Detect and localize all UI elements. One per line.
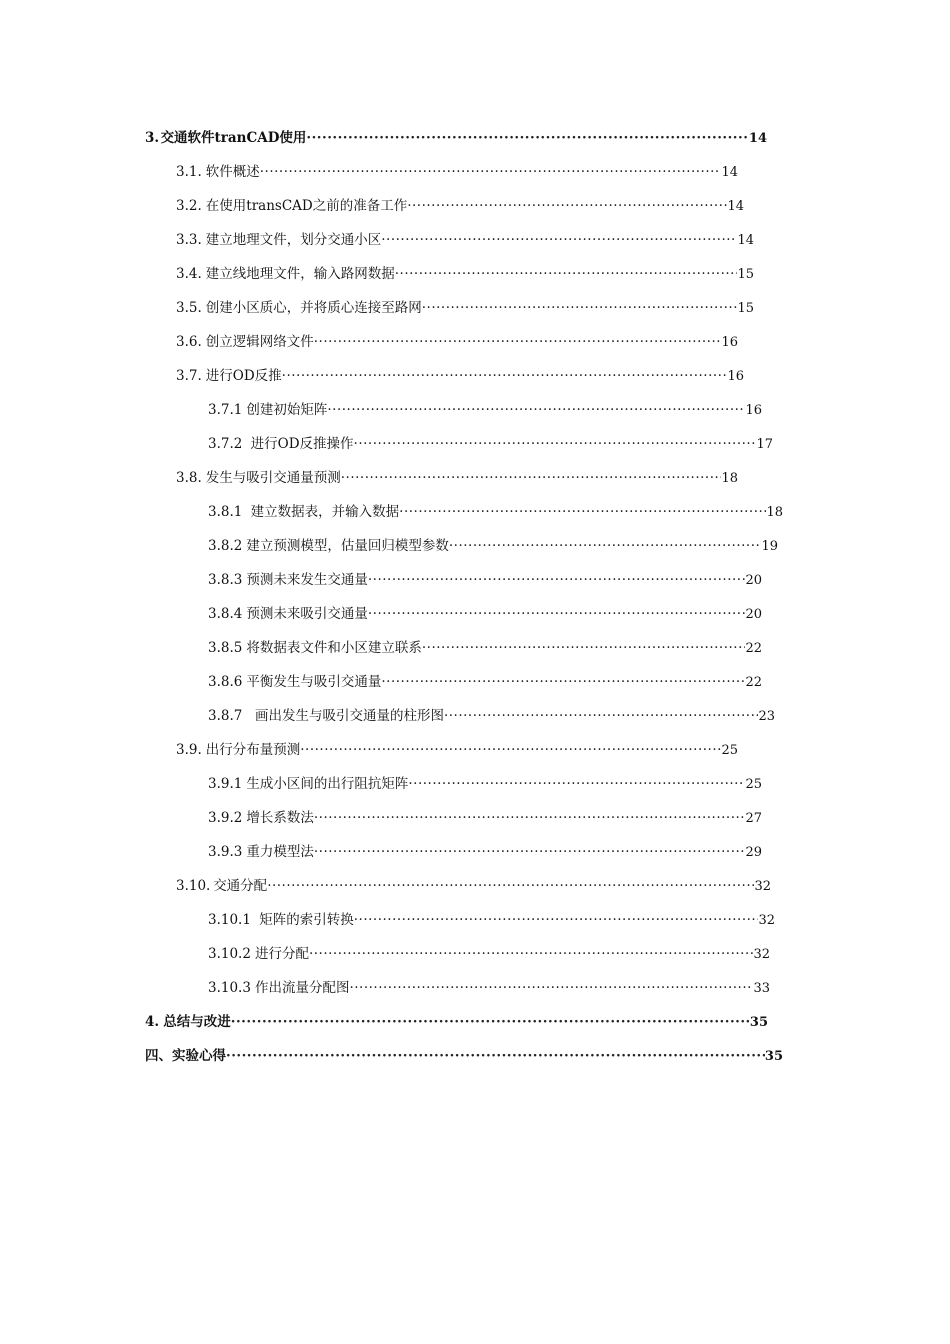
toc-entry-title: 进行OD反推 — [205, 368, 282, 384]
toc-entry-title: 创建初始矩阵 — [246, 402, 328, 418]
toc-entry[interactable] — [208, 570, 762, 590]
toc-entry[interactable] — [208, 672, 762, 692]
dot-leader — [381, 672, 745, 692]
toc-entry-title: 建立数据表，并输入数据 — [246, 504, 400, 520]
toc-entry-title: 发生与吸引交通量预测 — [205, 470, 341, 486]
toc-entry[interactable] — [176, 264, 754, 284]
toc-entry-page-number: 19 — [761, 539, 778, 554]
toc-entry[interactable] — [145, 128, 767, 148]
toc-entry[interactable] — [176, 332, 738, 352]
toc-entry-title: 出行分布量预测 — [205, 742, 301, 758]
toc-entry[interactable] — [208, 910, 775, 930]
toc-entry[interactable] — [208, 808, 762, 828]
toc-entry-page-number: 18 — [721, 471, 738, 486]
toc-entry-title: 预测未来吸引交通量 — [246, 606, 368, 622]
toc-entry-page-number: 16 — [745, 403, 762, 418]
toc-entry-title: 交通分配 — [213, 878, 268, 894]
dot-leader — [354, 910, 759, 930]
toc-entry-title: 预测未来发生交通量 — [246, 572, 368, 588]
toc-entry[interactable] — [145, 1012, 768, 1032]
dot-leader — [354, 434, 757, 454]
toc-entry-number: 3.10.3 — [208, 980, 251, 996]
toc-entry-page-number: 18 — [766, 505, 783, 520]
toc-entry[interactable] — [208, 604, 762, 624]
toc-entry-title: 重力模型法 — [246, 844, 314, 860]
toc-entry-number: 3.10.1 — [208, 912, 251, 928]
toc-entry-number: 3.9.2 — [208, 810, 243, 826]
toc-entry[interactable] — [208, 400, 762, 420]
toc-entry-page-number: 14 — [737, 233, 754, 248]
toc-entry[interactable] — [208, 774, 762, 794]
toc-entry-number: 3.9.3 — [208, 844, 243, 860]
toc-entry-number: 3.3. — [176, 232, 202, 248]
toc-entry-page-number: 22 — [745, 641, 762, 656]
toc-entry-page-number: 15 — [737, 301, 754, 316]
toc-entry-number: 3.7.2 — [208, 436, 243, 452]
toc-entry-number: 3.7. — [176, 368, 202, 384]
dot-leader — [306, 128, 749, 148]
toc-entry-title: 交通软件tranCAD使用 — [160, 130, 307, 146]
toc-entry-number: 3.8.2 — [208, 538, 243, 554]
toc-entry-page-number: 33 — [753, 981, 770, 996]
toc-entry[interactable] — [208, 536, 778, 556]
toc-entry-page-number: 32 — [758, 913, 775, 928]
toc-entry-page-number: 22 — [745, 675, 762, 690]
toc-entry-title: 画出发生与吸引交通量的柱形图 — [246, 708, 444, 724]
toc-entry-page-number: 15 — [737, 267, 754, 282]
toc-entry-title: 作出流量分配图 — [254, 980, 350, 996]
toc-entry-title: 将数据表文件和小区建立联系 — [246, 640, 422, 656]
toc-entry-page-number: 14 — [721, 165, 738, 180]
toc-entry[interactable] — [176, 162, 738, 182]
dot-leader — [395, 264, 738, 284]
dot-leader — [327, 400, 745, 420]
toc-entry-number: 3.8.5 — [208, 640, 243, 656]
toc-entry[interactable] — [208, 434, 773, 454]
toc-entry-title: 四、实验心得 — [145, 1048, 226, 1064]
toc-entry-page-number: 17 — [756, 437, 773, 452]
dot-leader — [300, 740, 721, 760]
toc-entry-page-number: 25 — [721, 743, 738, 758]
toc-entry-number: 3.9. — [176, 742, 202, 758]
toc-entry-number: 3.7.1 — [208, 402, 243, 418]
toc-entry-page-number: 16 — [721, 335, 738, 350]
toc-entry-number: 3.8.3 — [208, 572, 243, 588]
dot-leader — [267, 876, 754, 896]
toc-entry[interactable] — [208, 638, 762, 658]
toc-entry-page-number: 32 — [753, 947, 770, 962]
toc-entry-page-number: 29 — [745, 845, 762, 860]
toc-entry-page-number: 20 — [745, 607, 762, 622]
toc-entry[interactable] — [176, 230, 754, 250]
dot-leader — [422, 638, 746, 658]
toc-entry-number: 3.6. — [176, 334, 202, 350]
toc-entry[interactable] — [208, 502, 783, 522]
toc-entry[interactable] — [145, 1046, 783, 1066]
toc-entry[interactable] — [176, 196, 744, 216]
toc-entry-number: 3.1. — [176, 164, 202, 180]
dot-leader — [231, 1012, 750, 1032]
dot-leader — [408, 774, 745, 794]
toc-entry-page-number: 16 — [727, 369, 744, 384]
dot-leader — [368, 570, 746, 590]
toc-entry-number: 3.8.7 — [208, 708, 243, 724]
toc-entry-page-number: 23 — [758, 709, 775, 724]
toc-entry-number: 3.4. — [176, 266, 202, 282]
toc-entry-title: 总结与改进 — [163, 1014, 231, 1030]
toc-entry[interactable] — [208, 842, 762, 862]
toc-entry-title: 软件概述 — [205, 164, 260, 180]
toc-entry-page-number: 32 — [754, 879, 771, 894]
toc-entry-title: 进行分配 — [254, 946, 309, 962]
toc-entry-number: 3.10. — [176, 878, 211, 894]
toc-entry-number: 3.8.1 — [208, 504, 243, 520]
dot-leader — [341, 468, 722, 488]
toc-entry-page-number: 20 — [745, 573, 762, 588]
toc-entry[interactable] — [176, 740, 738, 760]
toc-entry[interactable] — [176, 298, 754, 318]
toc-entry-number: 3.2. — [176, 198, 202, 214]
dot-leader — [381, 230, 737, 250]
toc-entry-title: 进行OD反推操作 — [246, 436, 354, 452]
dot-leader — [314, 332, 722, 352]
toc-entry-title: 矩阵的索引转换 — [254, 912, 354, 928]
toc-entry-title: 创立逻辑网络文件 — [205, 334, 314, 350]
dot-leader — [314, 808, 746, 828]
toc-entry-number: 3.8.4 — [208, 606, 243, 622]
toc-entry[interactable] — [176, 366, 744, 386]
dot-leader — [309, 944, 754, 964]
toc-entry-title: 平衡发生与吸引交通量 — [246, 674, 382, 690]
toc-entry-number: 4. — [145, 1014, 160, 1030]
toc-entry-page-number: 35 — [764, 1049, 783, 1064]
toc-entry-title: 增长系数法 — [246, 810, 314, 826]
toc-entry-page-number: 27 — [745, 811, 762, 826]
toc-entry-title: 在使用transCAD之前的准备工作 — [205, 198, 408, 214]
toc-entry-number: 3.8. — [176, 470, 202, 486]
dot-leader — [422, 298, 738, 318]
toc-entry[interactable] — [208, 944, 770, 964]
toc-entry-title: 生成小区间的出行阻抗矩阵 — [246, 776, 409, 792]
toc-entry-number: 3.5. — [176, 300, 202, 316]
toc-entry-number: 3.8.6 — [208, 674, 243, 690]
dot-leader — [444, 706, 759, 726]
dot-leader — [349, 978, 753, 998]
toc-entry-page-number: 14 — [727, 199, 744, 214]
toc-entry-number: 3.10.2 — [208, 946, 251, 962]
dot-leader — [314, 842, 746, 862]
toc-entry-number: 3. — [145, 130, 160, 146]
toc-entry-page-number: 35 — [749, 1015, 768, 1030]
dot-leader — [368, 604, 746, 624]
toc-entry-page-number: 14 — [748, 131, 767, 146]
toc-entry-number: 3.9.1 — [208, 776, 243, 792]
toc-entry[interactable] — [208, 706, 775, 726]
dot-leader — [226, 1046, 765, 1066]
dot-leader — [260, 162, 722, 182]
dot-leader — [282, 366, 728, 386]
dot-leader — [449, 536, 762, 556]
dot-leader — [407, 196, 727, 216]
toc-entry[interactable] — [176, 876, 771, 896]
toc-entry-page-number: 25 — [745, 777, 762, 792]
toc-entry-title: 建立线地理文件，输入路网数据 — [205, 266, 395, 282]
toc-entry-title: 建立预测模型，估量回归模型参数 — [246, 538, 449, 554]
toc-entry[interactable] — [208, 978, 770, 998]
toc-entry-title: 建立地理文件，划分交通小区 — [205, 232, 382, 248]
toc-entry[interactable] — [176, 468, 738, 488]
dot-leader — [399, 502, 766, 522]
toc-entry-title: 创建小区质心，并将质心连接至路网 — [205, 300, 422, 316]
